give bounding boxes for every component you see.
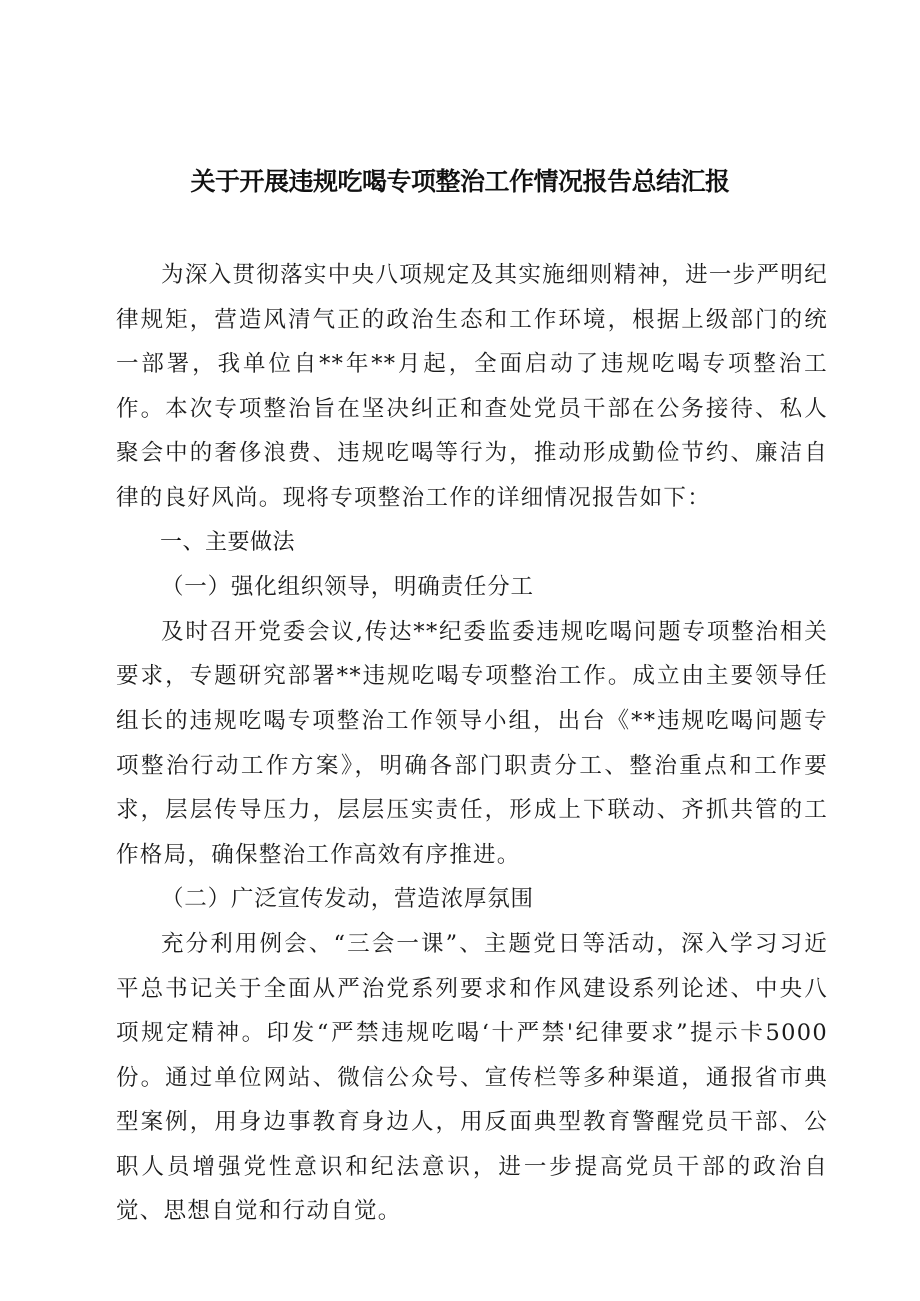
intro-paragraph: 为深入贯彻落实中央八项规定及其实施细则精神，进一步严明纪律规矩，营造风清气正的政治生态和工作环境，根据上级部门的统一部署，我单位自**年**月起，全面启动了违规吃喝专项整治工作。本次专项整治旨在坚决纠正和查处党员干部在公务接待、私人聚会中的奢侈浪费、违规吃喝等行为，推动形成勤俭节约、廉洁自律的良好风尚。现将专项整治工作的详细情况报告如下：	[116, 262, 828, 511]
document-body	[116, 253, 828, 1234]
document-title: 关于开展违规吃喝专项整治工作情况报告总结汇报	[190, 167, 730, 196]
subsection-heading-organization: （一）强化组织领导，明确责任分工	[161, 574, 534, 601]
subsection-paragraph-publicity: 充分利用例会、“三会一课”、主题党日等活动，深入学习习近平总书记关于全面从严治党系列要求和作风建设系列论述、中央八项规定精神。印发“严禁违规吃喝‘十严禁'纪律要求”提示卡5000份。通过单位网站、微信公众号、宣传栏等多种渠道，通报省市典型案例，用身边事教育身边人，用反面典型教育警醒党员干部、公职人员增强党性意识和纪法意识，进一步提高党员干部的政治自觉、思想自觉和行动自觉。	[116, 930, 828, 1225]
subsection-paragraph-organization: 及时召开党委会议,传达**纪委监委违规吃喝问题专项整治相关要求，专题研究部署**违规吃喝专项整治工作。成立由主要领导任组长的违规吃喝专项整治工作领导小组，出台《**违规吃喝问题专项整治行动工作方案》，明确各部门职责分工、整治重点和工作要求，层层传导压力，层层压实责任，形成上下联动、齐抓共管的工作格局，确保整治工作高效有序推进。	[116, 618, 828, 868]
section-heading-main-practices: 一、主要做法	[160, 529, 296, 555]
subsection-heading-publicity: （二）广泛宣传发动，营造浓厚氛围	[161, 886, 534, 913]
